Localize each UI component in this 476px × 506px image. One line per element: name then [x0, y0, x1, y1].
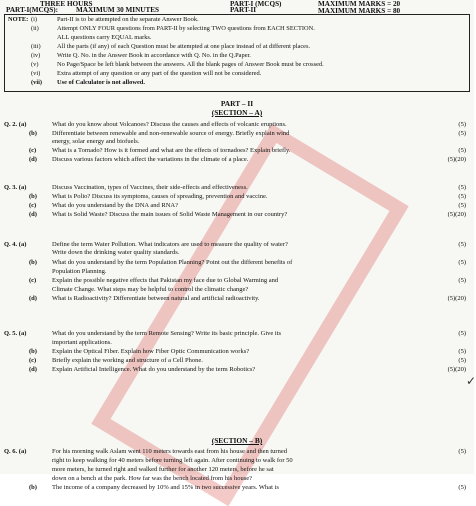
- question-text: The income of a company decreased by 10% and 15% in two successive years. What is: [52, 484, 279, 491]
- notes-box: NOTE: (i) Part-II is to be attempted on the separate Answer Book. (ii) Attempt ONLY FOUR questions from PART-II by selecting TWO questions from EACH SECTION. ALL questions carry EQUAL marks. (iii) All the parts (if any) of each Question must be attempted at one place instead of at different places. (iv) Write Q. No. in the Answer Book in accordance with Q. No. in the Q.Paper. (v) No Page/Space be left blank between the answers. All the blank pages of Answer Book must be crossed. (vi) Extra attempt of any question or any part of the question will not be considered. (vii) Use of Calculator is not allowed.: [4, 14, 470, 92]
- question-text: What do you understand by the term Population Planning? Point out the different benefits of: [52, 259, 293, 266]
- question-number: (b): [29, 348, 37, 355]
- question-line: [0, 330, 474, 338]
- marks: (5): [458, 130, 466, 137]
- question-text: Briefly explain the working and structure of a Cell Phone.: [52, 357, 203, 364]
- question-number: (c): [29, 147, 37, 154]
- marks: (5): [458, 448, 466, 455]
- question-line: [0, 277, 474, 285]
- question-text: What do you understand by the DNA and RNA?: [52, 202, 179, 209]
- marks: (5): [458, 241, 466, 248]
- marks: (5): [458, 357, 466, 364]
- part1-label: PART-I(MCQS):: [6, 6, 59, 14]
- marks: (5): [458, 184, 466, 191]
- question-text: Define the term Water Pollution. What indicators are used to measure the quality of water?: [52, 241, 288, 248]
- question-line: [0, 193, 474, 201]
- marks: (5)(20): [447, 211, 466, 218]
- question-line: [0, 466, 474, 474]
- question-text: What is a Tornado? How is it formed and what are the effects of tornadoes? Explain briefly.: [52, 147, 291, 154]
- question-line: [0, 259, 474, 267]
- marks: (5)(20): [447, 295, 466, 302]
- question-line: [0, 457, 474, 465]
- marks: (5): [458, 484, 466, 491]
- marks: (5): [458, 259, 466, 266]
- question-text: more meters, he turned right and walked further for another 120 meters, before he sat: [52, 466, 274, 473]
- marks: (5)(20): [447, 156, 466, 163]
- question-text: Explain the Optical Fiber. Explain how Fiber Optic Communication works?: [52, 348, 250, 355]
- question-line: [0, 286, 474, 294]
- question-number: Q. 4. (a): [4, 241, 27, 248]
- question-line: [0, 147, 474, 155]
- question-number: (b): [29, 484, 37, 491]
- question-number: (c): [29, 357, 37, 364]
- max-marks-2: MAXIMUM MARKS = 80: [318, 7, 401, 15]
- question-number: Q. 3. (a): [4, 184, 27, 191]
- question-text: What is Radioactivity? Differentiate between natural and artificial radioactivity.: [52, 295, 260, 302]
- marks: (5): [458, 121, 466, 128]
- question-text: Discuss various factors which affect the variations in the climate of a place.: [52, 156, 249, 163]
- question-line: [0, 249, 474, 257]
- question-text: right to keep walking for 40 meters before turning left again. After continuing to walk for 50: [52, 457, 293, 464]
- question-line: [0, 339, 474, 347]
- question-line: [0, 484, 474, 492]
- question-line: [0, 156, 474, 164]
- part2-right: PART-II: [230, 6, 257, 14]
- question-line: [0, 202, 474, 210]
- section-b-title: (SECTION – B): [211, 436, 263, 445]
- question-text: Climate Change. What steps may be helpful to control the climatic change?: [52, 286, 249, 293]
- question-line: [0, 475, 474, 483]
- part2-title: PART – II: [220, 99, 254, 108]
- question-line: [0, 241, 474, 249]
- question-number: Q. 2. (a): [4, 121, 27, 128]
- max-marks-1: MAXIMUM MARKS = 20: [318, 0, 401, 8]
- marks: (5)(20): [447, 366, 466, 373]
- question-text: What is Polio? Discuss its symptoms, causes of spreading, prevention and vaccine.: [52, 193, 268, 200]
- question-number: (d): [29, 295, 37, 302]
- question-text: Discuss Vaccination, types of Vaccines, their side-effects and effectiveness.: [52, 184, 248, 191]
- question-text: What is Solid Waste? Discuss the main issues of Solid Waste Management in our country?: [52, 211, 288, 218]
- marks: (5): [458, 277, 466, 284]
- part1-time: MAXIMUM 30 MINUTES: [76, 6, 160, 14]
- question-line: [0, 184, 474, 192]
- question-number: (c): [29, 277, 37, 284]
- question-line: [0, 211, 474, 219]
- part1-right: PART-I (MCQS): [230, 0, 282, 8]
- question-text: Differentiate between renewable and non-renewable source of energy. Briefly explain wind: [52, 130, 290, 137]
- question-text: energy, solar energy and biofuels.: [52, 138, 140, 145]
- question-line: [0, 295, 474, 303]
- question-text: important applications.: [52, 339, 112, 346]
- question-line: [0, 448, 474, 456]
- question-number: Q. 5. (a): [4, 330, 27, 337]
- question-number: (b): [29, 130, 37, 137]
- question-number: (b): [29, 259, 37, 266]
- question-text: Explain the possible negative effects that Pakistan my face due to Global Warming and: [52, 277, 279, 284]
- question-text: For his morning walk Aslam went 110 meters towards east from his house and then turned: [52, 448, 287, 455]
- section-a-title: (SECTION – A): [211, 108, 263, 117]
- time-allowed: THREE HOURS: [40, 0, 93, 8]
- question-line: [0, 366, 474, 374]
- check-mark-icon: ✓: [466, 374, 476, 388]
- question-line: [0, 268, 474, 276]
- question-text: Population Planning.: [52, 268, 107, 275]
- question-line: [0, 121, 474, 129]
- question-line: [0, 130, 474, 138]
- question-text: What do you understand by the term Remote Sensing? Write its basic principle. Give its: [52, 330, 282, 337]
- marks: (5): [458, 348, 466, 355]
- question-line: [0, 348, 474, 356]
- question-text: Explain Artificial Intelligence. What do you understand by the term Robotics?: [52, 366, 256, 373]
- question-number: (d): [29, 156, 37, 163]
- marks: (5): [458, 147, 466, 154]
- question-text: What do you know about Volcanoes? Discuss the causes and effects of volcanic eruptions.: [52, 121, 287, 128]
- question-number: Q. 6. (a): [4, 448, 27, 455]
- marks: (5): [458, 330, 466, 337]
- question-number: (d): [29, 211, 37, 218]
- question-text: Write down the drinking water quality standards.: [52, 249, 180, 256]
- question-text: down on a bench at the park. How far was the bench located from his house?: [52, 475, 252, 482]
- question-line: [0, 138, 474, 146]
- marks: (5): [458, 193, 466, 200]
- question-number: (d): [29, 366, 37, 373]
- question-number: (c): [29, 202, 37, 209]
- question-number: (b): [29, 193, 37, 200]
- notes-label: NOTE:: [8, 16, 29, 23]
- question-line: [0, 357, 474, 365]
- marks: (5): [458, 202, 466, 209]
